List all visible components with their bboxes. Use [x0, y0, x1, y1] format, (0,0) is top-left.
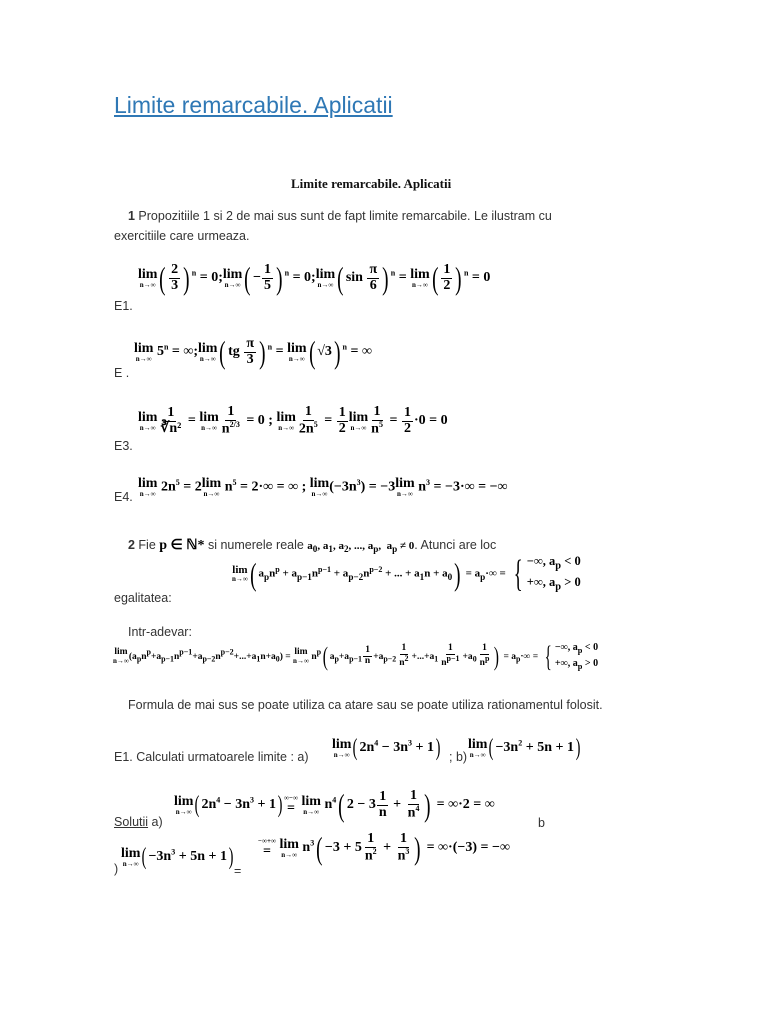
- exercise-a: lim n→∞ ( $2n^4 - 3n^3 + 1$): [332, 735, 441, 761]
- solution-b-label: b: [538, 816, 545, 830]
- equation-e4: lim n→∞ $2n^5 = 2\lim$ n→∞ $n^5 = 2\cdot\infty$ = ∞ ; lim n→∞ $(-3n^3) = -3\lim$ n→∞ $n^3 = -3\cdot\infty$ = −∞: [138, 476, 508, 498]
- example-label-e2: E .: [114, 366, 130, 380]
- solution-b-left: lim n→∞ ( $-3n^3 + 5n + 1$): [121, 844, 234, 870]
- solution-b-eq: =: [234, 864, 242, 878]
- solutions-label: Solutii a): [114, 815, 163, 829]
- solution-b-paren: ): [114, 862, 119, 876]
- equation-proof: lim n→∞ $(a_pn^p+a_{p-1}n^{p-1}+a_{p-2}n^{p-2}+...+a_1n+a_0) = \lim$ n→∞ $n^p$( $a_p+a_{p-1}$ $\frac{1}{n}$ $+a_{p-2}$ $\frac{1}{n^2}$ $+...+a_1$ $\frac{1}{n^{p-1}}$ $+a_0$ $\frac{1}{n^p}$ ) = $a_p\cdot\infty$ = { −∞, $a_p < 0$ +∞, $a_p > 0$: [113, 639, 599, 673]
- section-heading: Limite remarcabile. Aplicatii: [291, 176, 452, 191]
- equation-e3: lim n→∞ $\frac{1}{\text{∛n²}}$ = lim n→∞ $\frac{1}{n^{2/3}}$ = 0 ; lim n→∞ $\frac{1}{2n^5}$ = $\frac{1}{2}$ lim n→∞ $\frac{1}{n^5}$ = $\frac{1}{2}$ ·0 = 0: [138, 404, 448, 437]
- item-number: 2: [128, 538, 135, 552]
- coefficients: $a_0$, $a_1$, $a_2$, ..., $a_p$, $a_p \ne 0$: [307, 540, 415, 555]
- solution-a: lim n→∞ ( $2n^4 - 3n^3 + 1$) ∞−∞ = lim n→∞ $n^4$( 2 − 3 $\frac{1}{n}$ + $\frac{1}{n^4}$ ) = ∞·2 = ∞: [174, 787, 495, 824]
- exercise-b-label: ; b): [449, 750, 468, 764]
- equation-e2: lim n→∞ $5^n$ = ∞;lim n→∞ ( tg $\frac{\pi}{3}$ ) $^n$ = lim n→∞ ( √3) $^n$ = ∞: [134, 334, 372, 370]
- paragraph-1-line-1: 1 Propozitiile 1 si 2 de mai sus sunt de fapt limite remarcabile. Le ilustram cu: [128, 209, 552, 223]
- p-condition: p ∈ ℕ*: [159, 538, 205, 553]
- equation-e1: lim n→∞ ( $\frac{2}{3}$ ) $^n$ = 0;lim n→∞ ( − $\frac{1}{5}$ ) $^n$ = 0;lim n→∞ ( sin $\frac{\pi}{6}$ ) $^n$ = lim n→∞ ( $\frac{1}{2}$ ) $^n$ = 0: [138, 260, 491, 296]
- example-label-e4: E4.: [114, 490, 133, 504]
- solution-b-right: −∞+∞ = lim n→∞ $n^3( -3 + 5$ $\frac{1}{n^2}$ + $\frac{1}{n^3}$ ) = ∞·(−3) = −∞: [258, 830, 510, 867]
- formula-note: Formula de mai sus se poate utiliza ca atare sau se poate utiliza rationamentul folosit.: [128, 698, 603, 712]
- exercise-b: lim n→∞ ( $-3n^2 + 5n + 1$): [468, 735, 581, 761]
- page-title[interactable]: Limite remarcabile. Aplicatii: [114, 92, 393, 118]
- paragraph-1-line-2: exercitiile care urmeaza.: [114, 229, 250, 243]
- paragraph-2-line-2: egalitatea:: [114, 591, 172, 605]
- exercise-statement: E1. Calculati urmatoarele limite : a): [114, 750, 309, 764]
- paragraph-2-line-1: 2 Fie p ∈ ℕ* si numerele reale $a_0$, $a_1$, $a_2$, ..., $a_p$, $a_p \ne 0$. Atunci are loc: [128, 538, 497, 555]
- equation-general-limit: lim n→∞ ( $a_pn^p + a_{p-1}n^{p-1} + a_{p-2}n^{p-2}$ + ... + $a_1n + a_0) = a_p\cdot\infty$ = { −∞, $a_p < 0$ +∞, $a_p > 0$: [232, 553, 581, 596]
- item-number: 1: [128, 209, 135, 223]
- proof-intro: Intr-adevar:: [128, 625, 192, 639]
- example-label-e1: E1.: [114, 299, 133, 313]
- example-label-e3: E3.: [114, 439, 133, 453]
